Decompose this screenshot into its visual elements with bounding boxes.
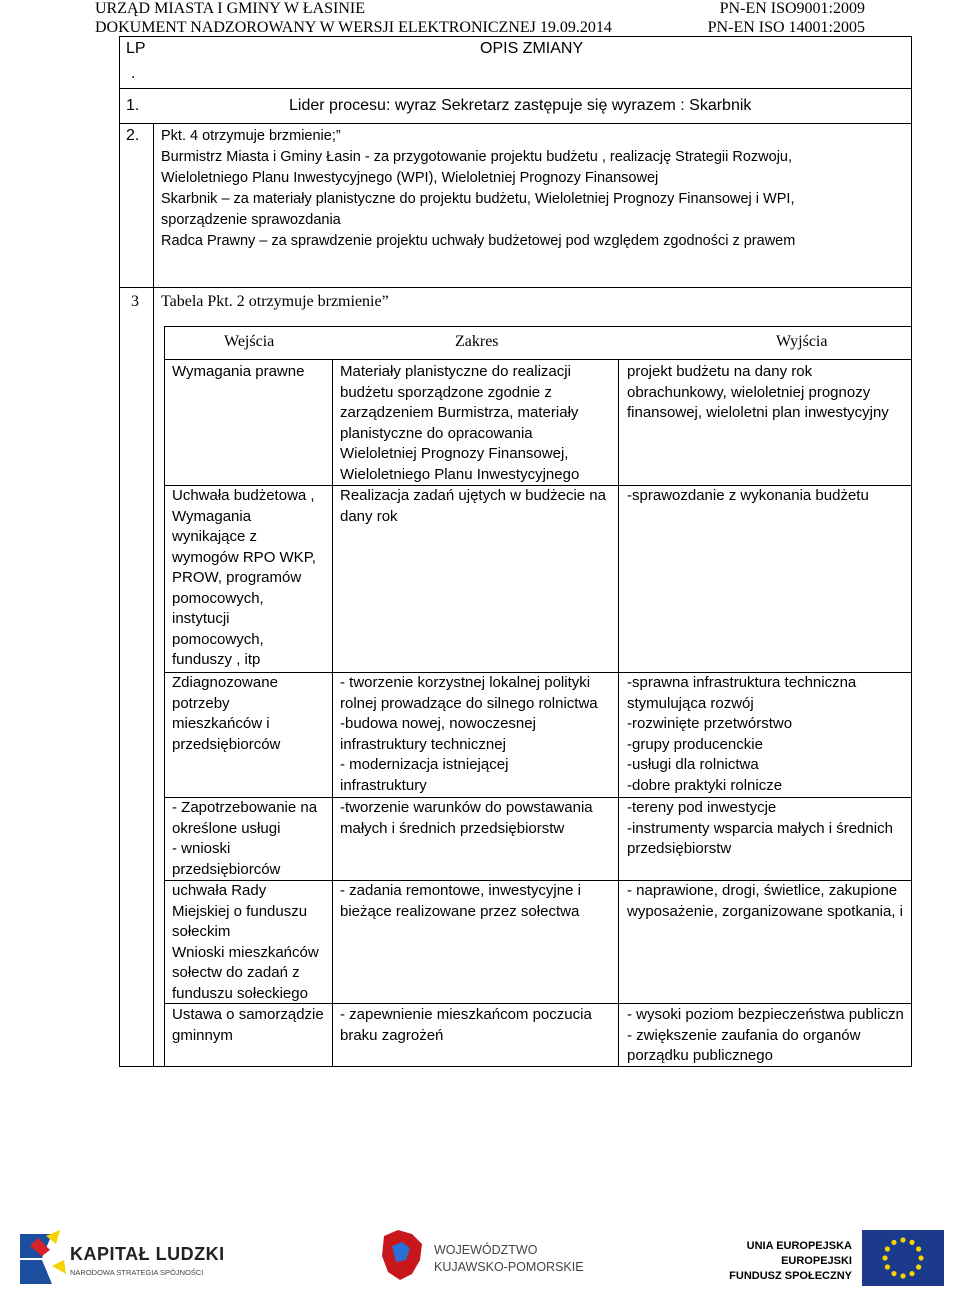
input-cell: Uchwała budżetowa , Wymagania wynikające z wymogów RPO WKP, PROW, programów pomocowych, instytucji pomocowych, funduszy , itp (172, 487, 316, 668)
eu-label-1: UNIA EUROPEJSKA (746, 1240, 852, 1252)
output-cell: -sprawna infrastruktura techniczna stymulująca rozwój -rozwinięte przetwórstwo -grupy producenckie -usługi dla rolnictwa -dobre praktyki rolnicze (627, 674, 857, 794)
change-description-line: Wieloletniego Planu Inwestycyjnego (WPI), Wieloletniej Prognozy Finansowej (161, 170, 659, 186)
voivodeship-label-2: KUJAWSKO-POMORSKIE (434, 1260, 584, 1274)
output-cell: - naprawione, drogi, świetlice, zakupione wyposażenie, zorganizowane spotkania, i (627, 882, 903, 920)
inner-table-divider (164, 326, 165, 1066)
kapital-ludzki-title: KAPITAŁ LUDZKI (70, 1244, 225, 1264)
row-divider (119, 287, 912, 288)
inner-table-divider (164, 359, 912, 360)
change-number: 2. (126, 127, 140, 144)
header-outputs: Wyjścia (776, 333, 828, 350)
lp-column-header: LP (126, 40, 146, 57)
eu-label-2: EUROPEJSKI (781, 1255, 852, 1267)
iso-9001-label: PN-EN ISO9001:2009 (719, 0, 865, 17)
change-description: Tabela Pkt. 2 otrzymuje brzmienie” (161, 293, 389, 310)
scope-cell: Materiały planistyczne do realizacji budżetu sporządzone zgodnie z zarządzeniem Burmistrza, materiały planistyczne do opracowania Wieloletniej Prognozy Finansowej, Wieloletniego Planu Inwestycyjnego (340, 363, 580, 483)
output-cell: -tereny pod inwestycje -instrumenty wsparcia małych i średnich przedsiębiorstw (627, 799, 893, 857)
input-cell: Wymagania prawne (172, 363, 305, 380)
header-scope: Zakres (455, 333, 499, 350)
lp-column-header-dot: . (131, 65, 136, 82)
document-header-line-1 (95, 0, 865, 18)
scope-cell: - tworzenie korzystnej lokalnej polityki rolnej prowadzące do silnego rolnictwa -budowa nowej, nowoczesnej infrastruktury technicznej - modernizacja istniejącej infrastruktury (340, 674, 598, 794)
organization-name: URZĄD MIASTA I GMINY W ŁASINIE (95, 0, 365, 17)
change-description-line: Pkt. 4 otrzymuje brzmienie;” (161, 128, 341, 144)
output-cell: - wysoki poziom bezpieczeństwa publiczn - zwiększenie zaufania do organów porządku publicznego (627, 1006, 904, 1064)
output-cell: -sprawozdanie z wykonania budżetu (627, 487, 869, 504)
change-description: Lider procesu: wyraz Sekretarz zastępuje się wyrazem : Skarbnik (289, 97, 752, 114)
change-description-line: Skarbnik – za materiały planistyczne do projektu budżetu, Wieloletniej Prognozy Finansowej i WPI, (161, 191, 795, 207)
row-divider (119, 123, 912, 124)
output-cell: projekt budżetu na dany rok obrachunkowy, wieloletniej prognozy finansowej, wieloletni plan inwestycyjny (627, 363, 889, 421)
column-divider (153, 123, 154, 1066)
header-inputs: Wejścia (224, 333, 275, 350)
scope-cell: Realizacja zadań ujętych w budżecie na dany rok (340, 487, 606, 525)
eu-label-3: FUNDUSZ SPOŁECZNY (729, 1270, 852, 1282)
document-control-note: DOKUMENT NADZOROWANY W WERSJI ELEKTRONICZNEJ 19.09.2014 (95, 19, 612, 36)
input-cell: Zdiagnozowane potrzeby mieszkańców i przedsiębiorców (172, 674, 281, 753)
change-description-line: sporządzenie sprawozdania (161, 212, 341, 228)
row-divider (119, 88, 912, 89)
document-header-line-2 (95, 19, 865, 37)
eu-logo (728, 1226, 950, 1288)
input-cell: uchwała Rady Miejskiej o funduszu sołeckim Wnioski mieszkańców sołectw do zadań z funduszu sołeckiego (172, 882, 319, 1002)
change-description-line: Radca Prawny – za sprawdzenie projektu uchwały budżetowej pod względem zgodności z prawem (161, 233, 796, 249)
voivodeship-label-1: WOJEWÓDZTWO (434, 1243, 538, 1257)
eu-flag-icon (862, 1230, 944, 1286)
voivodeship-map-icon (378, 1226, 428, 1284)
description-column-header: OPIS ZMIANY (480, 40, 584, 57)
change-number: 1. (126, 97, 140, 114)
inner-table-divider (332, 359, 333, 1066)
kujawsko-pomorskie-logo (378, 1226, 588, 1286)
kapital-ludzki-emblem-icon (12, 1228, 72, 1290)
iso-14001-label: PN-EN ISO 14001:2005 (707, 19, 865, 36)
inner-table-divider (618, 359, 619, 1066)
scope-cell: - zadania remontowe, inwestycyjne i bieżące realizowane przez sołectwa (340, 882, 581, 920)
input-cell: Ustawa o samorządzie gminnym (172, 1006, 324, 1044)
change-number: 3 (131, 293, 139, 310)
change-description-line: Burmistrz Miasta i Gminy Łasin - za przygotowanie projektu budżetu , realizację Strategii Rozwoju, (161, 149, 793, 165)
kapital-ludzki-subtitle: NARODOWA STRATEGIA SPÓJNOŚCI (70, 1268, 204, 1277)
inner-table-divider (164, 326, 912, 327)
kapital-ludzki-logo (12, 1228, 232, 1290)
scope-cell: - zapewnienie mieszkańcom poczucia braku zagrożeń (340, 1006, 592, 1044)
scope-cell: -tworzenie warunków do powstawania małych i średnich przedsiębiorstw (340, 799, 593, 837)
input-cell: - Zapotrzebowanie na określone usługi - wnioski przedsiębiorców (172, 799, 318, 878)
